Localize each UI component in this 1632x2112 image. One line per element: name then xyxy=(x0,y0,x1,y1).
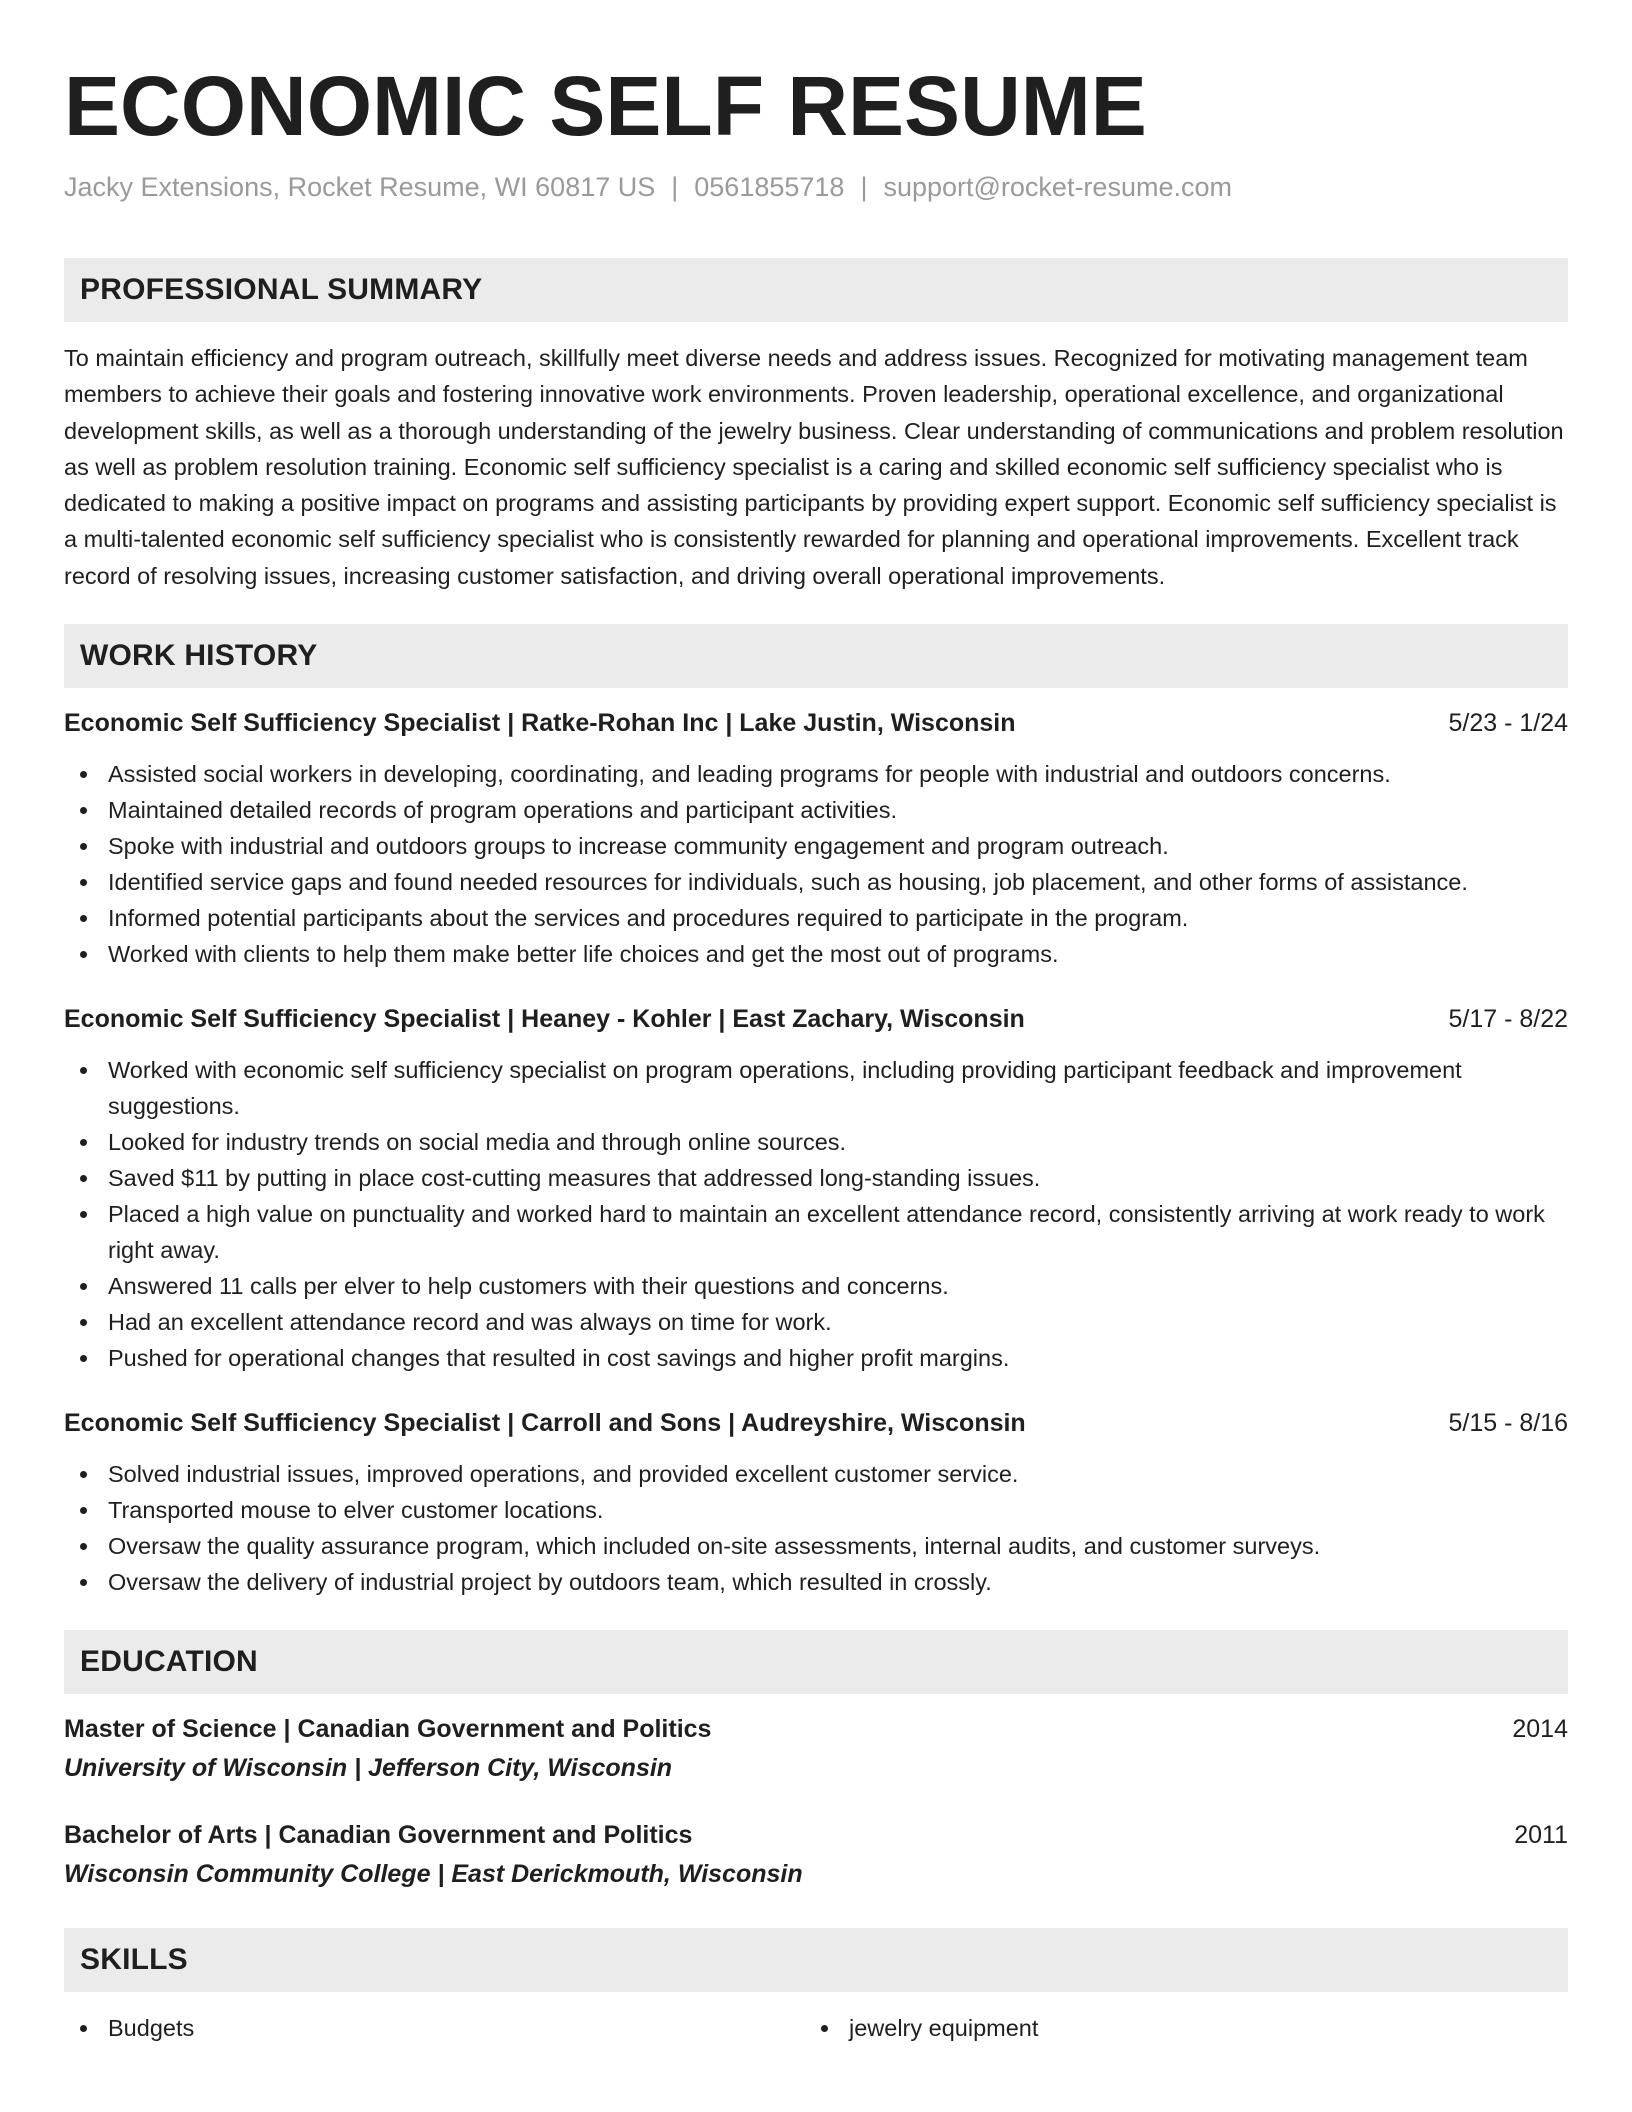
contact-separator: | xyxy=(860,172,868,202)
job-heading: Economic Self Sufficiency Specialist | Carroll and Sons | Audreyshire, Wisconsin xyxy=(64,1409,1026,1438)
education-school: University of Wisconsin | Jefferson City, Wisconsin xyxy=(64,1754,673,1783)
job-bullet: Oversaw the quality assurance program, which included on-site assessments, internal audits, and customer surveys. xyxy=(64,1528,1568,1564)
education-school: Wisconsin Community College | East Derickmouth, Wisconsin xyxy=(64,1860,803,1889)
education-entry xyxy=(64,1818,1568,1894)
job-heading: Economic Self Sufficiency Specialist | Heaney - Kohler | East Zachary, Wisconsin xyxy=(64,1005,1025,1034)
job-bullet: Solved industrial issues, improved operations, and provided excellent customer service. xyxy=(64,1456,1568,1492)
job-bullet: Identified service gaps and found needed resources for individuals, such as housing, job placement, and other forms of assistance. xyxy=(64,864,1568,900)
education-entry xyxy=(64,1712,1568,1788)
contact-separator: | xyxy=(671,172,679,202)
skills-grid xyxy=(64,2010,1568,2046)
job-bullet: Pushed for operational changes that resulted in cost savings and higher profit margins. xyxy=(64,1340,1568,1376)
job-bullet: Oversaw the delivery of industrial project by outdoors team, which resulted in crossly. xyxy=(64,1564,1568,1600)
summary-section-header: PROFESSIONAL SUMMARY xyxy=(64,258,1568,322)
education-year: 2011 xyxy=(1514,1821,1568,1850)
contact-address: Jacky Extensions, Rocket Resume, WI 60817 US xyxy=(64,172,656,202)
job-bullet: Assisted social workers in developing, coordinating, and leading programs for people with industrial and outdoors concerns. xyxy=(64,756,1568,792)
education-degree: Bachelor of Arts | Canadian Government and Politics xyxy=(64,1821,693,1850)
job-entry xyxy=(64,1406,1568,1600)
skills-column-left xyxy=(64,2010,805,2046)
job-bullets xyxy=(64,1456,1568,1600)
job-heading-line xyxy=(64,706,1568,740)
job-date: 5/23 - 1/24 xyxy=(1448,709,1568,738)
education-heading-line xyxy=(64,1712,1568,1746)
job-bullets xyxy=(64,1052,1568,1376)
job-bullet: Had an excellent attendance record and was always on time for work. xyxy=(64,1304,1568,1340)
job-heading: Economic Self Sufficiency Specialist | Ratke-Rohan Inc | Lake Justin, Wisconsin xyxy=(64,709,1016,738)
job-bullet: Spoke with industrial and outdoors groups to increase community engagement and program outreach. xyxy=(64,828,1568,864)
education-heading-line xyxy=(64,1818,1568,1852)
skills-column-right xyxy=(805,2010,1546,2046)
job-heading-line xyxy=(64,1002,1568,1036)
education-year: 2014 xyxy=(1512,1715,1568,1744)
skill-item: Budgets xyxy=(64,2010,805,2046)
job-entry xyxy=(64,1002,1568,1376)
contact-line xyxy=(64,170,1568,204)
work-section-header: WORK HISTORY xyxy=(64,624,1568,688)
education-section-header: EDUCATION xyxy=(64,1630,1568,1694)
job-bullet: Worked with clients to help them make better life choices and get the most out of programs. xyxy=(64,936,1568,972)
job-bullet: Looked for industry trends on social media and through online sources. xyxy=(64,1124,1568,1160)
job-bullet: Saved $11 by putting in place cost-cutting measures that addressed long-standing issues. xyxy=(64,1160,1568,1196)
skill-item: jewelry equipment xyxy=(805,2010,1546,2046)
skills-section-header: SKILLS xyxy=(64,1928,1568,1992)
contact-email: support@rocket-resume.com xyxy=(883,172,1232,202)
job-bullet: Answered 11 calls per elver to help customers with their questions and concerns. xyxy=(64,1268,1568,1304)
contact-phone: 0561855718 xyxy=(694,172,845,202)
job-bullet: Maintained detailed records of program operations and participant activities. xyxy=(64,792,1568,828)
resume-name: ECONOMIC SELF RESUME xyxy=(64,59,1147,153)
job-bullet: Worked with economic self sufficiency specialist on program operations, including providing participant feedback and improvement suggestions. xyxy=(64,1052,1568,1124)
job-bullet: Placed a high value on punctuality and worked hard to maintain an excellent attendance record, consistently arriving at work ready to work right away. xyxy=(64,1196,1568,1268)
job-date: 5/17 - 8/22 xyxy=(1448,1005,1568,1034)
job-bullet: Transported mouse to elver customer locations. xyxy=(64,1492,1568,1528)
education-degree: Master of Science | Canadian Government and Politics xyxy=(64,1715,712,1744)
job-heading-line xyxy=(64,1406,1568,1440)
job-bullets xyxy=(64,756,1568,972)
job-entry xyxy=(64,706,1568,972)
job-bullet: Informed potential participants about the services and procedures required to participate in the program. xyxy=(64,900,1568,936)
job-date: 5/15 - 8/16 xyxy=(1448,1409,1568,1438)
summary-text: To maintain efficiency and program outreach, skillfully meet diverse needs and address issues. Recognized for motivating management team members to achieve their goals and fostering innovative work environments. Proven leadership, operational excellence, and organizational development skills, as well as a thorough understanding of the jewelry business. Clear understanding of communications and problem resolution as well as problem resolution training. Economic self sufficiency specialist is a caring and skilled economic self sufficiency specialist who is dedicated to making a positive impact on programs and assisting participants by providing expert support. Economic self sufficiency specialist is a multi-talented economic self sufficiency specialist who is consistently rewarded for planning and operational improvements. Excellent track record of resolving issues, increasing customer satisfaction, and driving overall operational improvements. xyxy=(64,345,1564,589)
